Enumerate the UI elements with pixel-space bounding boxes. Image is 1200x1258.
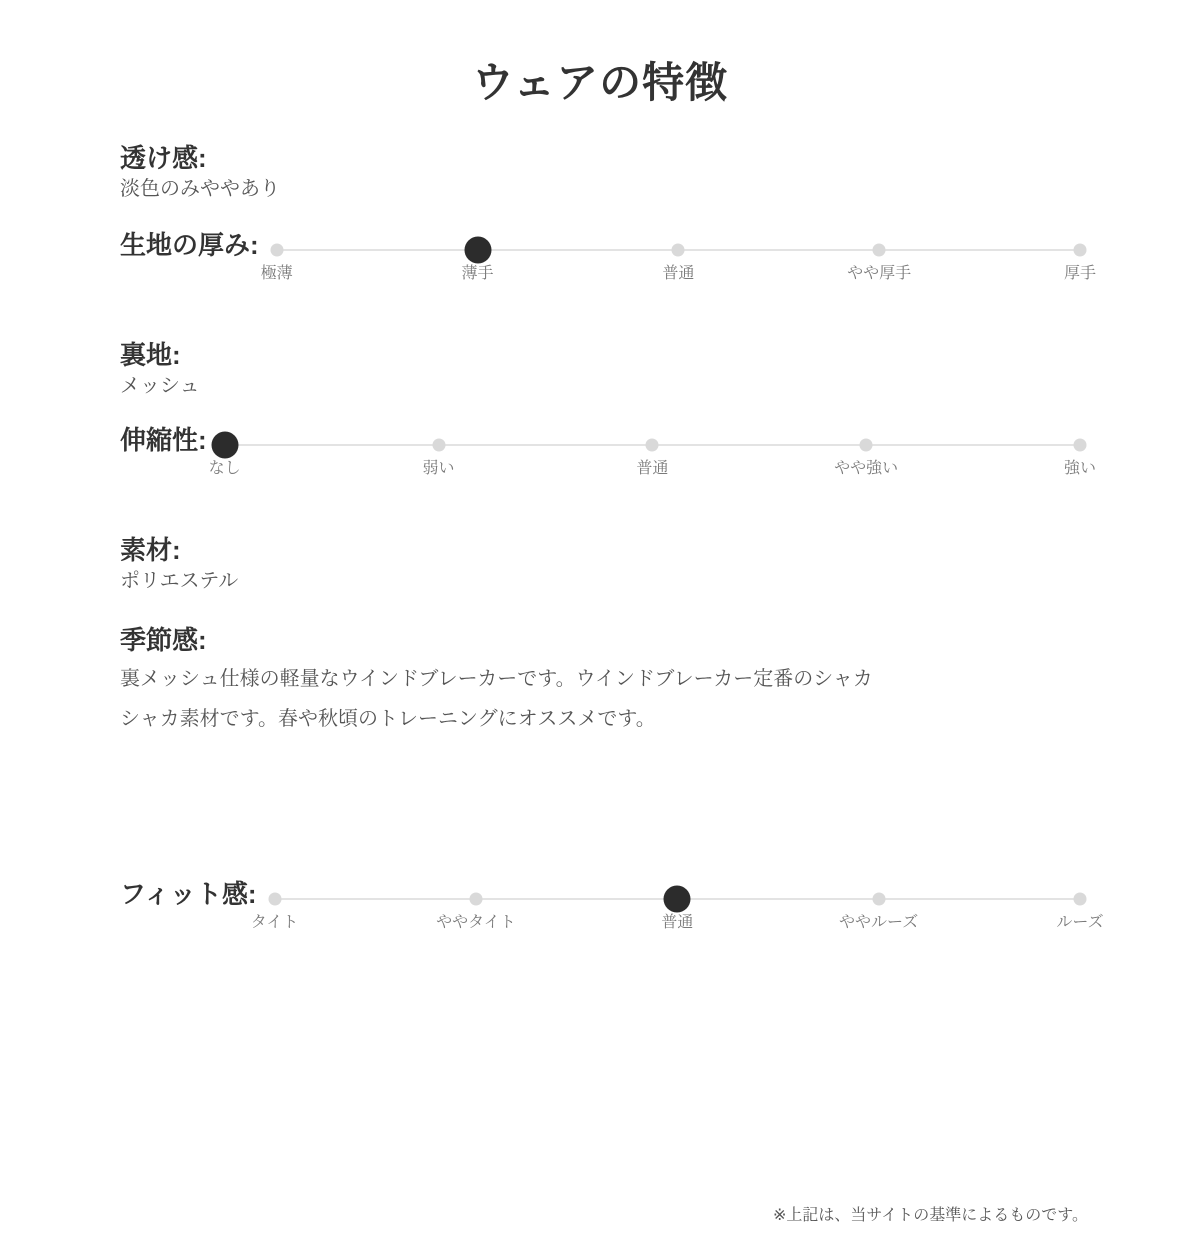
slider-dot [860,439,873,452]
tick-label: 強い [1063,460,1097,478]
fit-label: フィット感: [120,879,257,910]
tick-label: ややタイト [436,914,516,932]
slider-dot-active [464,237,491,264]
slider-dot [873,244,886,257]
slider-dot [646,439,659,452]
tick-label: 普通 [661,914,694,932]
season-label: 季節感: [120,625,207,656]
tick-label: 薄手 [461,265,494,283]
fabric-thickness-slider [260,230,1097,286]
section-lining [120,338,1080,400]
fit-slider [250,879,1104,935]
section-material [120,533,1080,595]
stretch-slider [208,425,1097,481]
slider-dot [672,244,685,257]
slider-dot [1074,439,1087,452]
section-season [120,623,1080,739]
footer-note: ※上記は、当サイトの基準によるものです。 [772,1207,1088,1224]
slider-dot [872,893,885,906]
page-content [0,58,1200,935]
material-value: ポリエステル [120,570,239,593]
slider-dot [1074,893,1087,906]
tick-label: 普通 [636,460,669,478]
stretch-label: 伸縮性: [120,425,207,456]
slider-dot [268,893,281,906]
tick-label: 極薄 [260,265,293,283]
page-title: ウェアの特徴 [471,59,729,106]
section-fit [120,879,1104,935]
slider-dot-active [664,886,691,913]
tick-label: ルーズ [1056,914,1104,932]
section-stretch [120,425,1097,481]
slider-dot [432,439,445,452]
slider-dot [1074,244,1087,257]
slider-dot [270,244,283,257]
tick-label: やや強い [834,460,899,478]
season-description: 裏メッシュ仕様の軽量なウインドブレーカーです。ウインドブレーカー定番のシャカシャカ素材です。春や秋頃のトレーニングにオススメです。 [120,668,873,731]
tick-label: 普通 [662,265,695,283]
fabric-thickness-label: 生地の厚み: [120,230,259,261]
sheerness-value: 淡色のみややあり [120,178,280,201]
material-label: 素材: [120,535,181,566]
tick-label: ややルーズ [839,914,919,932]
lining-value: メッシュ [120,375,200,398]
section-fabric-thickness [120,230,1097,286]
tick-label: タイト [250,914,299,932]
section-sheerness [120,141,1080,203]
lining-label: 裏地: [120,340,181,371]
tick-label: やや厚手 [847,265,912,283]
tick-label: 弱い [422,460,455,478]
sheerness-label: 透け感: [120,143,207,174]
slider-dot [469,893,482,906]
tick-label: なし [208,460,241,478]
tick-label: 厚手 [1063,265,1097,283]
slider-dot-active [211,432,238,459]
